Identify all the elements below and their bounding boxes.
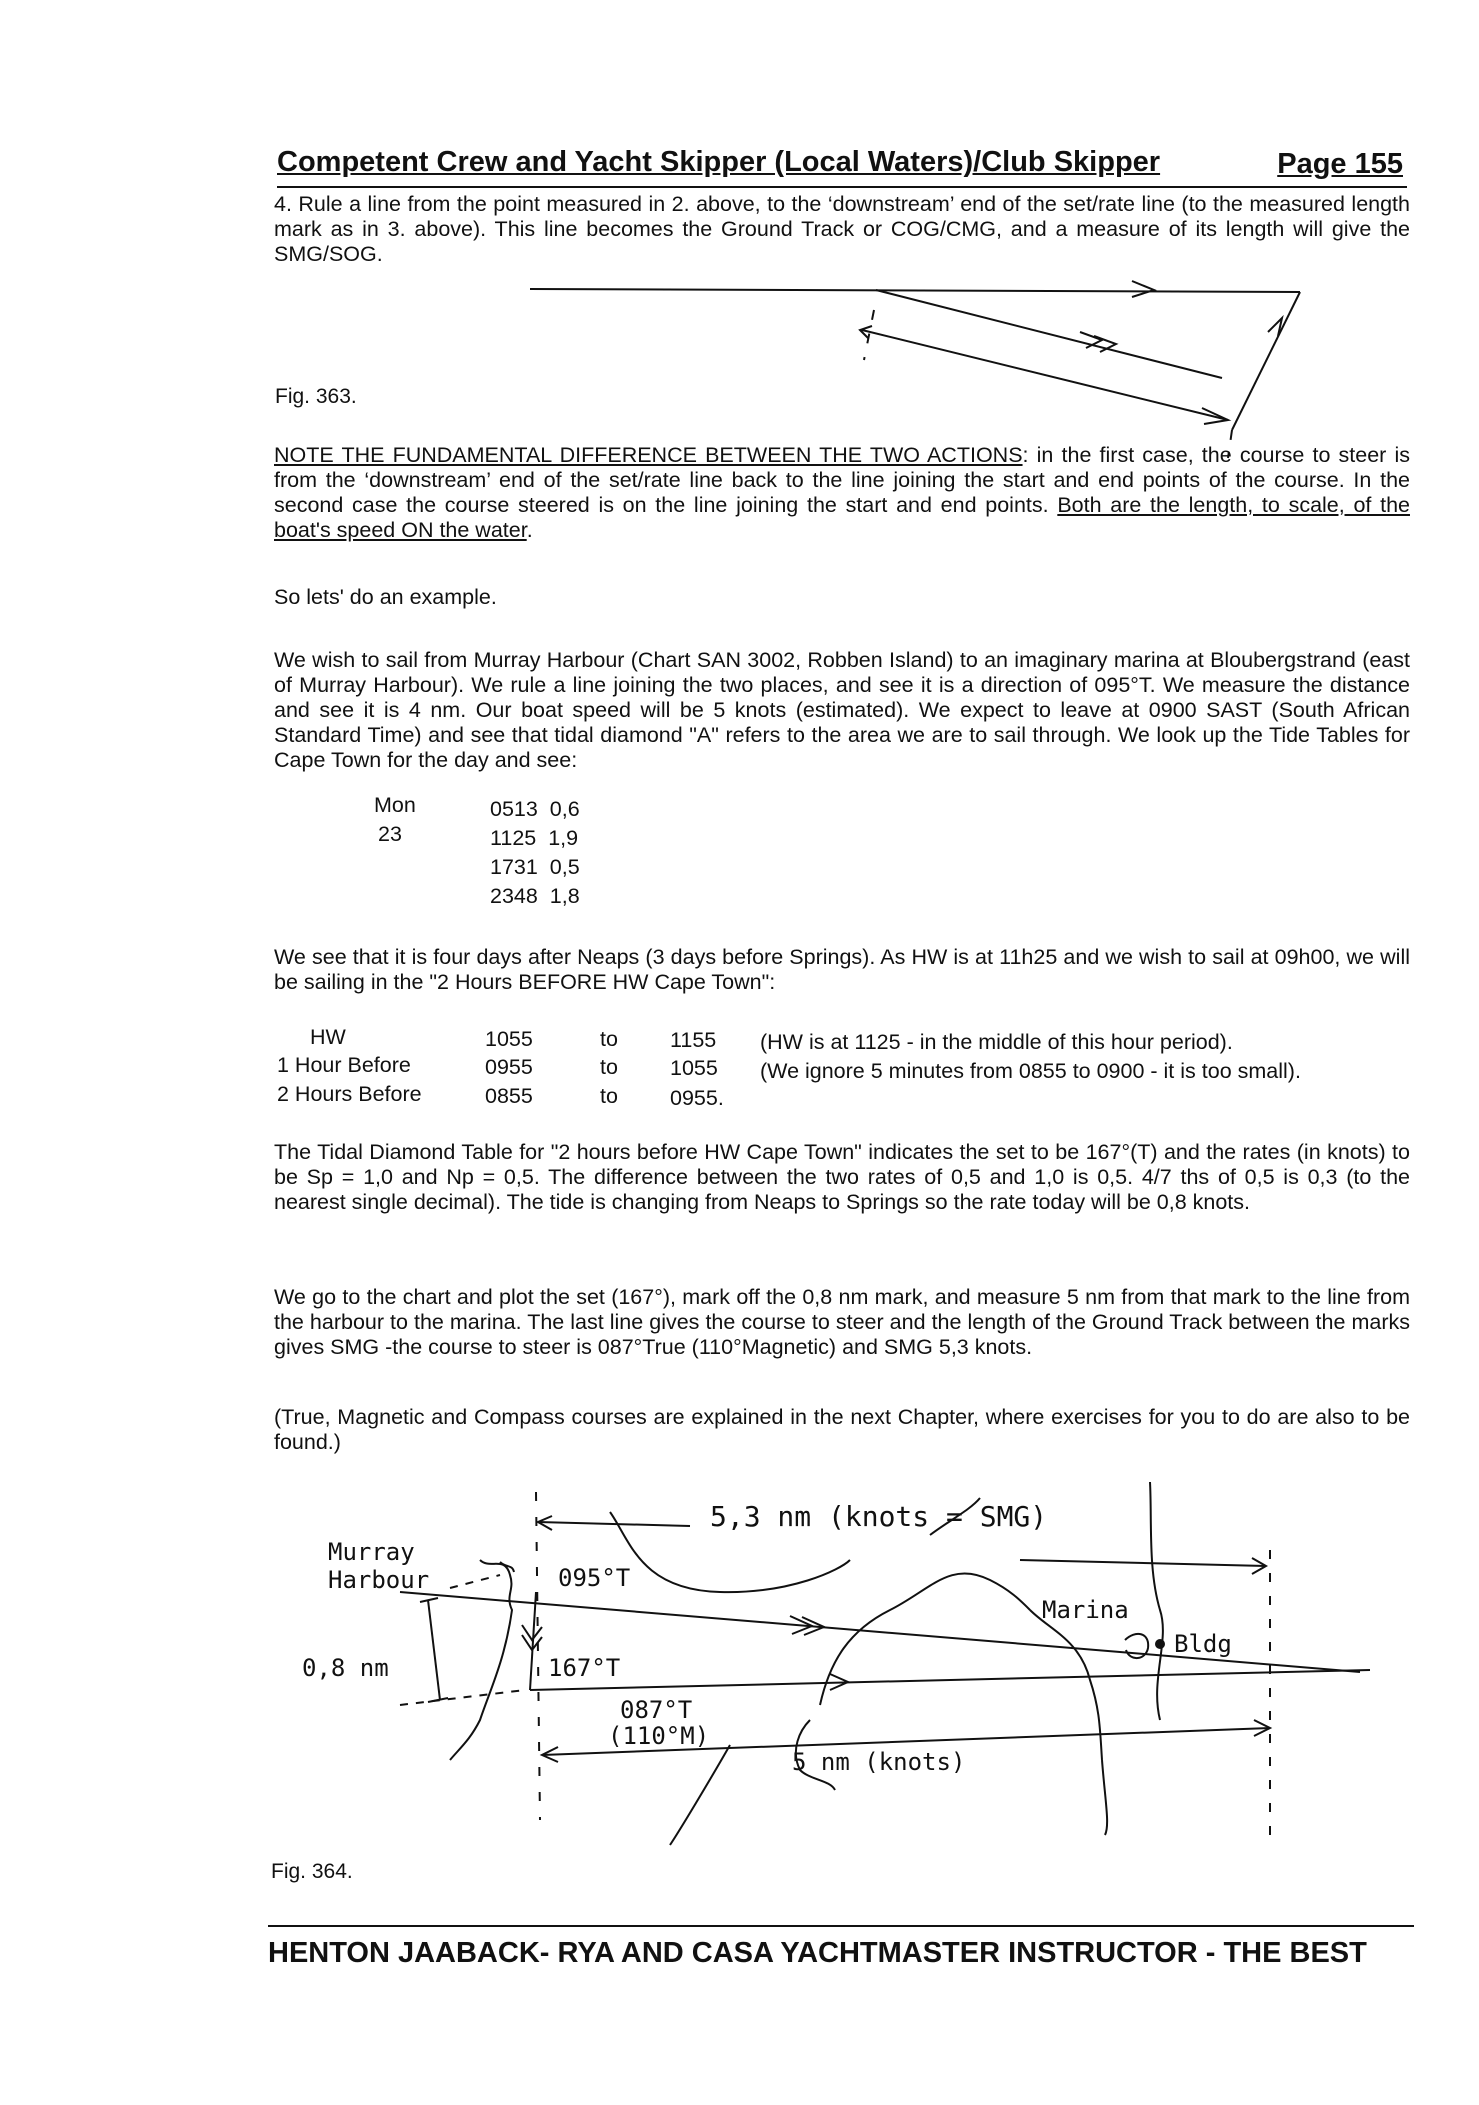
coast-bottom-left (670, 1745, 730, 1845)
smg-dim-left (538, 1522, 690, 1526)
hw-from: 1055 (485, 1027, 533, 1051)
hw-from: 0855 (485, 1084, 533, 1108)
rate-label: 0,8 nm (302, 1654, 389, 1682)
hw-label: 2 Hours Before (277, 1082, 422, 1106)
hw-to: 1155 (670, 1028, 717, 1052)
smg-label: 5,3 nm (knots = SMG) (710, 1500, 1048, 1533)
hw-to: 0955. (670, 1086, 724, 1110)
fig363-arrow-1 (1132, 281, 1154, 297)
coast-right-2 (1102, 1760, 1107, 1835)
page-header (277, 142, 1407, 188)
true-paragraph: (True, Magnetic and Compass courses are explained in the next Chapter, where exercises for you to do are also to be found.) (274, 1405, 1410, 1454)
coast-left (450, 1560, 512, 1760)
hw-label: 1 Hour Before (277, 1053, 411, 1077)
fig363-track-line (876, 290, 1222, 378)
example-paragraph: We wish to sail from Murray Harbour (Chart SAN 3002, Robben Island) to an imaginary marina at Bloubergstrand (east of Murray Harbour). We rule a line joining the two places, and see it is a direction of 095°T. We measure the distance and see it is 4 nm. Our boat speed will be 5 knots (estimated). We expect to leave at 0900 SAST (South African Standard Time) and see that tidal diamond "A" refers to the area we are to sail through. We look up the Tide Tables for Cape Town for the day and see: (274, 648, 1410, 772)
fig363-steer-line (862, 330, 1228, 420)
set-line (530, 1592, 536, 1690)
fig-364-caption: Fig. 364. (271, 1860, 353, 1883)
tide-date: 23 (378, 822, 402, 846)
tide-row (490, 884, 580, 909)
fig-363-caption: Fig. 363. (275, 385, 357, 408)
tide-row (490, 826, 578, 851)
rate-dash-top (450, 1575, 500, 1588)
note-underlined: Both are the length, to scale, of the boat's speed ON the water (274, 493, 1410, 542)
fig363-set-line (1232, 292, 1300, 430)
tide-time: 1731 (490, 855, 538, 879)
rate-dim-line (428, 1600, 440, 1700)
tide-row (490, 797, 580, 822)
tide-height: 1,8 (549, 884, 580, 908)
marina-basin (1125, 1634, 1148, 1658)
course-110m-label: (110°M) (608, 1722, 710, 1750)
set-label: 167°T (548, 1654, 621, 1682)
rate-dash-bottom (400, 1690, 525, 1705)
marina-label: Marina (1042, 1596, 1129, 1624)
tide-height: 0,5 (549, 855, 580, 879)
hw-from: 0955 (485, 1055, 533, 1079)
murray-label: Murray (328, 1538, 415, 1566)
tide-time: 1125 (490, 826, 537, 850)
tide-height: 0,6 (549, 797, 580, 821)
coast-far-right (1150, 1482, 1163, 1720)
page-number: Page 155 (1277, 148, 1403, 180)
hw-note: (HW is at 1125 - in the middle of this hour period). (760, 1030, 1233, 1054)
page-footer: HENTON JAABACK- RYA AND CASA YACHTMASTER INSTRUCTOR - THE BEST (268, 1925, 1414, 1970)
fig363-arrow-2 (1080, 332, 1102, 348)
fig363-course-line (530, 289, 1300, 292)
neaps-paragraph: We see that it is four days after Neaps (3 days before Springs). As HW is at 11h25 and we wish to sail at 09h00, we will be sailing in the "2 Hours BEFORE HW Cape Town": (274, 945, 1410, 994)
building-dot (1155, 1639, 1165, 1649)
course-095-label: 095°T (558, 1564, 631, 1592)
note-end: . (526, 518, 533, 542)
note-heading: NOTE THE FUNDAMENTAL DIFFERENCE BETWEEN THE TWO ACTIONS (274, 443, 1023, 467)
course-087-label: 087°T (620, 1696, 693, 1724)
diamond-paragraph: The Tidal Diamond Table for "2 hours before HW Cape Town" indicates the set to be 167°(T) and the rates (in knots) to be Sp = 1,0 and Np = 0,5. The difference between the two rates of 0,5 and 1,0 is 0,5. 4/7 ths of 0,5 is 0,3 (to the nearest single decimal). The tide is changing from Neaps to Springs so the rate today will be 0,8 knots. (274, 1140, 1410, 1214)
hw-label: HW (310, 1025, 346, 1049)
hw-to-word: to (600, 1055, 618, 1079)
smg-dim-right (1020, 1560, 1266, 1566)
hw-to-word: to (600, 1084, 618, 1108)
fig-364-diagram (290, 1480, 1410, 1860)
course-087-line (530, 1670, 1370, 1690)
harbour-label: Harbour (328, 1566, 430, 1594)
book-title: Competent Crew and Yacht Skipper (Local Waters)/Club Skipper (277, 146, 1161, 178)
bldg-label: Bldg (1174, 1630, 1232, 1658)
coast-mid (820, 1573, 1030, 1705)
hw-to-word: to (600, 1027, 618, 1051)
speed-label: 5 nm (knots) (792, 1748, 966, 1776)
left-dash-line (536, 1492, 540, 1820)
fig-363-diagram (520, 280, 1340, 460)
example-intro: So lets' do an example. (274, 585, 497, 609)
tide-time: 0513 (490, 797, 538, 821)
note-paragraph (274, 443, 1410, 543)
chart-paragraph: We go to the chart and plot the set (167°), mark off the 0,8 nm mark, and measure 5 nm from that mark to the line from the harbour to the marina. The last line gives the course to steer and the length of the Ground Track between the marks gives SMG -the course to steer is 087°True (110°Magnetic) and SMG 5,3 knots. (274, 1285, 1410, 1359)
note-text: : in the first case, the course to steer is from the ‘downstream’ end of the set/rate line back to the line joining the start and end points of the course. In the second case the course steered is on the line joining the start and end points. (274, 443, 1410, 517)
step-4-text: 4. Rule a line from the point measured in 2. above, to the ‘downstream’ end of the set/rate line (to the measured length mark as in 3. above). This line becomes the Ground Track or COG/CMG, and a measure of its length will give the SMG/SOG. (274, 192, 1410, 266)
hw-note: (We ignore 5 minutes from 0855 to 0900 - it is too small). (760, 1059, 1301, 1083)
tide-height: 1,9 (548, 826, 579, 850)
hw-to: 1055 (670, 1056, 718, 1080)
tide-time: 2348 (490, 884, 538, 908)
tide-day: Mon (374, 793, 416, 817)
tide-row (490, 855, 580, 880)
